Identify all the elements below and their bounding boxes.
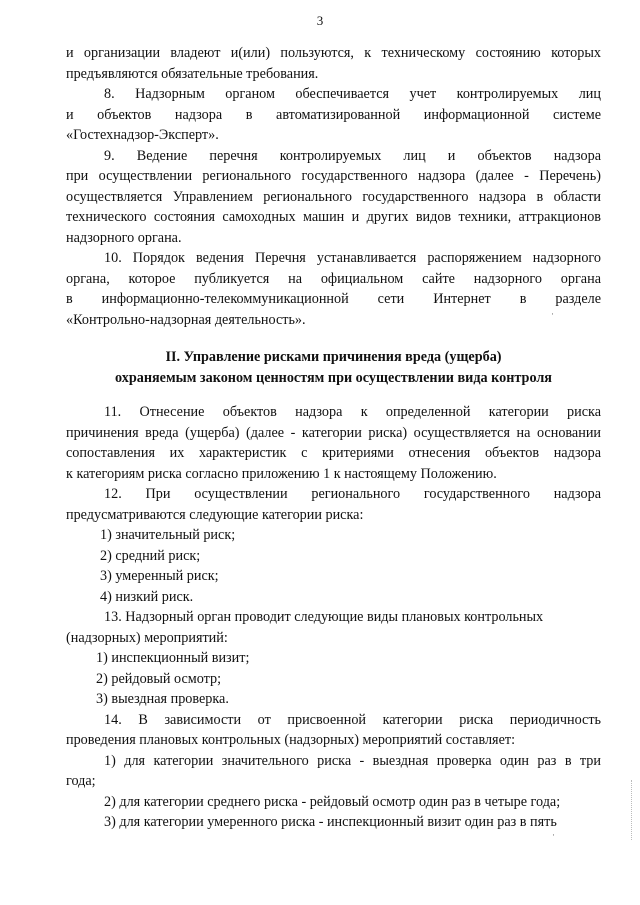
list-item: 4) низкий риск. — [100, 588, 194, 605]
paragraph-13-line: (надзорных) мероприятий: — [66, 629, 228, 646]
paragraph-9-line: надзорного органа. — [66, 229, 182, 246]
paragraph-8-line: и объектов надзора в автоматизированной информационной системе — [66, 106, 601, 123]
paragraph-11-line: к категориям риска согласно приложению 1 к настоящему Положению. — [66, 465, 497, 482]
list-item: 2) средний риск; — [100, 547, 201, 564]
scan-speck: · — [552, 830, 555, 840]
list-item: года; — [66, 773, 96, 789]
paragraph-10-line: «Контрольно-надзорная деятельность». — [66, 311, 306, 328]
list-item: 3) выездная проверка. — [96, 691, 229, 707]
paragraph-10-line: 10. Порядок ведения Перечня устанавливается распоряжением надзорного — [104, 250, 601, 266]
scan-edge-mark — [631, 780, 634, 840]
paragraph-8-line: 8. Надзорным органом обеспечивается учет контролируемых лиц — [104, 86, 601, 102]
list-item: 1) для категории значительного риска - выездная проверка один раз в три — [104, 752, 601, 769]
paragraph-8-line: «Гостехнадзор-Эксперт». — [66, 127, 219, 143]
paragraph-11-line: сопоставления их характеристик с критериями отнесения объектов надзора — [66, 445, 601, 461]
section-heading: II. Управление рисками причинения вреда (ущерба) — [165, 349, 502, 365]
paragraph-line: предъявляются обязательные требования. — [66, 65, 319, 82]
document-body — [66, 43, 601, 833]
list-item: 1) значительный риск; — [100, 527, 236, 543]
paragraph-9-line: при осуществлении регионального государственного надзора (далее - Перечень) — [66, 168, 601, 184]
list-item: 1) инспекционный визит; — [96, 650, 250, 666]
paragraph-13-line: 13. Надзорный орган проводит следующие виды плановых контрольных — [104, 609, 544, 625]
scan-speck: · — [551, 309, 554, 319]
page-number: 3 — [316, 13, 324, 28]
paragraph-12-line: предусматриваются следующие категории риска: — [66, 506, 364, 523]
paragraph-9-line: осуществляется Управлением регионального государственного надзора в области — [66, 188, 601, 205]
paragraph-14-line: проведения плановых контрольных (надзорных) мероприятий составляет: — [66, 732, 516, 748]
section-heading: охраняемым законом ценностям при осуществлении вида контроля — [115, 369, 552, 386]
paragraph-11-line: 11. Отнесение объектов надзора к определенной категории риска — [104, 404, 601, 420]
paragraph-11-line: причинения вреда (ущерба) (далее - категории риска) осуществляется на основании — [66, 424, 601, 441]
paragraph-12-line: 12. При осуществлении регионального государственного надзора — [104, 486, 601, 502]
paragraph-14-line: 14. В зависимости от присвоенной категории риска периодичность — [104, 711, 601, 728]
paragraph-10-line: в информационно-телекоммуникационной сети Интернет в разделе — [66, 291, 601, 307]
list-item: 3) для категории умеренного риска - инспекционный визит один раз в пять — [104, 814, 557, 830]
list-item: 2) рейдовый осмотр; — [96, 670, 222, 687]
paragraph-10-line: органа, которое публикуется на официальном сайте надзорного органа — [66, 270, 601, 287]
list-item: 3) умеренный риск; — [100, 568, 219, 584]
paragraph-line: и организации владеют и(или) пользуются, к техническому состоянию которых — [66, 45, 601, 61]
paragraph-9-line: 9. Ведение перечня контролируемых лиц и объектов надзора — [104, 147, 601, 164]
list-item: 2) для категории среднего риска - рейдовый осмотр один раз в четыре года; — [104, 793, 561, 810]
paragraph-9-line: технического состояния самоходных машин и других видов техники, аттракционов — [66, 209, 601, 225]
